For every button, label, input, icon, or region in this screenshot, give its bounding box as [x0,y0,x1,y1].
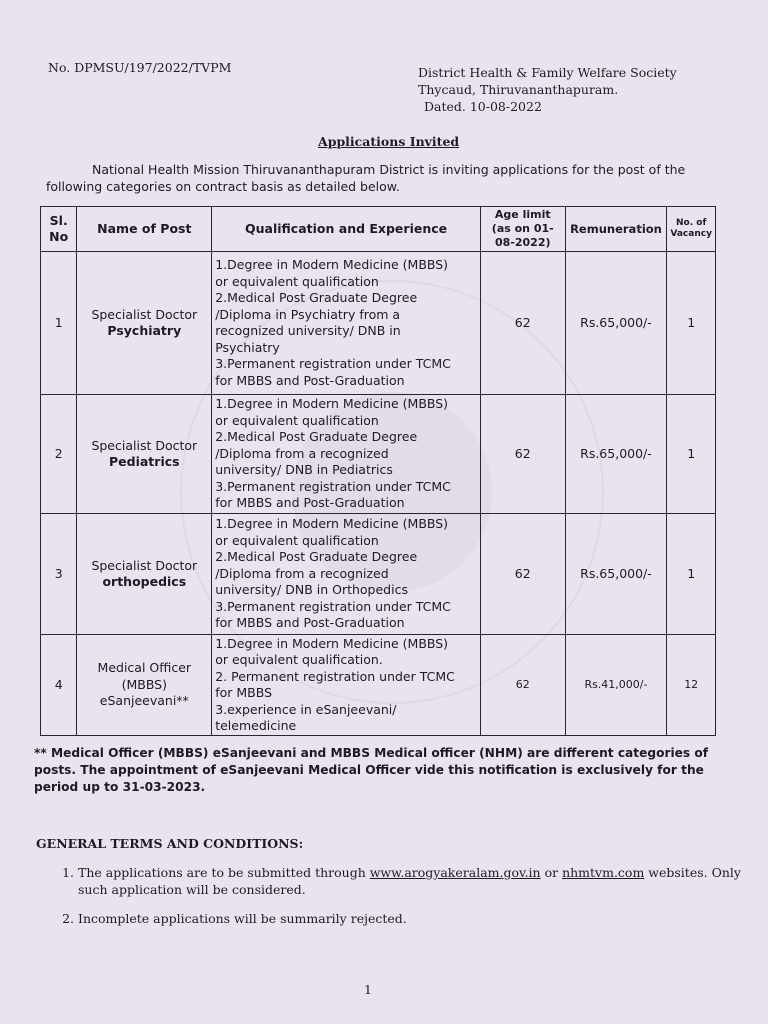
row-sl-no: 1 [41,252,77,395]
post-specialty: orthopedics [102,574,187,589]
terms-list [40,864,768,939]
row-vacancy: 1 [667,395,716,514]
row-sl-no: 4 [41,635,77,736]
qual-line: telemedicine [215,718,297,733]
row-vacancy: 1 [667,252,716,395]
qual-line: 2.Medical Post Graduate Degree [215,549,418,565]
table-row [41,514,716,635]
qual-line: or equivalent qualification [215,412,379,428]
qual-line: /Diploma in Psychiatry from a [215,306,401,322]
qual-line: or equivalent qualification [215,273,379,289]
post-name-line: (MBBS) [121,676,167,692]
row-vacancy: 12 [667,635,716,736]
terms-heading: GENERAL TERMS AND CONDITIONS: [36,836,304,851]
table-row [41,252,716,395]
post-name-line: Specialist Doctor [91,557,198,573]
row-sl-no: 3 [41,514,77,635]
qual-line: for MBBS and Post-Graduation [215,495,405,511]
row-sl-no: 2 [41,395,77,514]
qual-line: for MBBS [215,685,273,700]
office-address [418,64,677,115]
row-remuneration: Rs.41,000/- [565,635,667,736]
post-name-line: Specialist Doctor [91,437,198,453]
qual-line: 1.Degree in Modern Medicine (MBBS) [215,257,449,272]
qual-line: or equivalent qualification [215,532,379,548]
qual-line: 3.Permanent registration under TCMC [215,598,451,614]
arogyakeralam-link[interactable]: www.arogyakeralam.gov.in [369,865,541,880]
row-qualification [212,514,481,635]
terms-item-text: or [540,865,563,880]
qual-line: Psychiatry [215,339,280,355]
qual-line: 1.Degree in Modern Medicine (MBBS) [215,396,449,412]
qual-line: or equivalent qualification. [215,652,383,667]
row-remuneration: Rs.65,000/- [565,395,667,514]
posts-table [40,206,716,736]
post-name-line: Medical Officer [97,660,192,676]
office-line-1: District Health & Family Welfare Society [418,65,677,80]
qual-line: 2. Permanent registration under TCMC [215,668,455,684]
header-sl-no: Sl. No [41,207,77,252]
qual-line: recognized university/ DNB in [215,323,401,338]
qual-line: for MBBS and Post-Graduation [215,615,405,631]
header-remuneration: Remuneration [565,207,667,252]
header-qualification: Qualification and Experience [212,207,481,252]
qual-line: /Diploma from a recognized [215,445,389,461]
qual-line: 1.Degree in Modern Medicine (MBBS) [215,516,449,532]
row-remuneration: Rs.65,000/- [565,514,667,635]
qual-line: 3.experience in eSanjeevani/ [215,701,397,717]
terms-item: 2. Incomplete applications will be summarily rejected. [78,910,768,927]
qual-line: 2.Medical Post Graduate Degree [215,429,418,445]
post-specialty: Pediatrics [109,454,180,469]
row-qualification [212,252,481,395]
terms-item-text: websites. Only such application will be considered. [78,865,741,897]
header-age-limit: Age limit (as on 01-08-2022) [480,207,565,252]
qual-line: 2.Medical Post Graduate Degree [215,290,418,305]
terms-item [78,864,768,898]
row-post-name [77,514,212,635]
row-age-limit: 62 [480,395,565,514]
qual-line: 1.Degree in Modern Medicine (MBBS) [215,635,449,651]
post-specialty: Psychiatry [107,323,182,338]
intro-paragraph: National Health Mission Thiruvananthapuram District is inviting applications for the post of the following categories on contract basis as detailed below. [46,162,686,194]
page-title: Applications Invited [318,134,460,149]
post-name-line: eSanjeevani** [99,693,189,709]
office-date: Dated. 10-08-2022 [424,99,542,114]
row-post-name [77,635,212,736]
footnote-note: ** Medical Officer (MBBS) eSanjeevani and MBBS Medical officer (NHM) are different categories of posts. The appointment of eSanjeevani Medical Officer vide this notification is exclusively for the period up to 31-03-2023. [34,746,709,794]
row-post-name [77,252,212,395]
post-name-line: Specialist Doctor [91,306,198,322]
qual-line: for MBBS and Post-Graduation [215,372,405,388]
page-number: 1 [364,982,372,997]
header-name-of-post: Name of Post [77,207,212,252]
terms-item-text: The applications are to be submitted through [78,865,370,880]
row-qualification [212,395,481,514]
row-post-name [77,395,212,514]
row-age-limit: 62 [480,252,565,395]
qual-line: 3.Permanent registration under TCMC [215,478,451,494]
table-row [41,635,716,736]
qual-line: university/ DNB in Orthopedics [215,582,408,598]
qual-line: university/ DNB in Pediatrics [215,462,393,478]
qual-line: /Diploma from a recognized [215,565,389,581]
reference-number: No. DPMSU/197/2022/TVPM [48,60,232,75]
office-line-2: Thycaud, Thiruvananthapuram. [418,82,619,97]
row-qualification [212,635,481,736]
qual-line: 3.Permanent registration under TCMC [215,356,451,371]
nhmtvm-link[interactable]: nhmtvm.com [562,865,645,880]
row-vacancy: 1 [667,514,716,635]
header-vacancy: No. of Vacancy [667,207,716,252]
row-age-limit: 62 [480,635,565,736]
row-age-limit: 62 [480,514,565,635]
table-header-row [41,207,716,252]
table-row [41,395,716,514]
row-remuneration: Rs.65,000/- [565,252,667,395]
